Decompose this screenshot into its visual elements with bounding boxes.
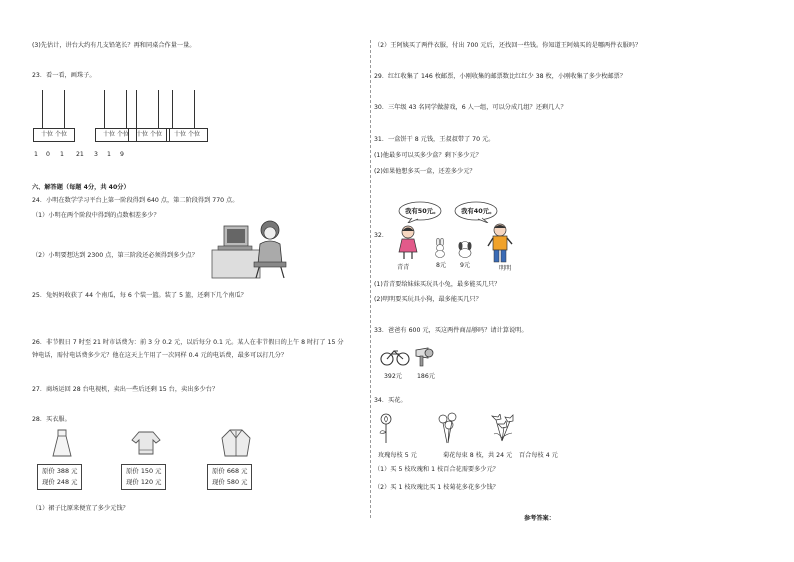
bubble-text-2: 我有40元。 [461, 207, 496, 215]
hair-dryer-icon [414, 346, 434, 368]
q32-2: (2)明明要买玩具小狗，最多能买几只？ [374, 296, 482, 303]
q31-1: (1)他最多可以买多少盒？剩下多少元？ [374, 152, 482, 159]
price-dryer: 186元 [417, 373, 435, 380]
abacus-rod [172, 90, 173, 128]
abacus-box: 十位 个位 [33, 128, 75, 142]
q23-title: 23．看一看，画珠子。 [32, 72, 96, 79]
price-rabbit: 8元 [436, 262, 447, 269]
abacus-rod [194, 90, 195, 128]
q32: 32． [374, 232, 389, 239]
q34: 34．买花。 [374, 397, 407, 404]
q27: 27．商场运回 28 台电视机，卖出一些后还剩 15 台，卖出多少台？ [32, 386, 219, 393]
sweater-icon [131, 430, 161, 456]
tricycle-icon [380, 346, 410, 366]
abacus-number: 0 [46, 151, 50, 158]
q25: 25．兔妈妈收获了 44 个南瓜，每 6 个装一篮。装了 5 篮，还剩下几个南瓜？ [32, 292, 247, 299]
q26-line1: 26．非节假日 7 时至 21 时市话费为：前 3 分 0.2 元，以后每分 0.1 元。某人在非节假日的上午 8 时打了 15 分 [32, 339, 344, 346]
q28-2: （2）王阿姨买了两件衣服，付出 700 元后，还找回一些钱。你知道王阿姨买的是哪两件衣服吗？ [374, 42, 642, 49]
q30: 30．三年级 43 名同学做游戏，6 人一组，可以分成几组？还剩几人？ [374, 104, 567, 111]
price-rose: 玫瑰每枝 5 元 [378, 452, 417, 459]
girl-icon [395, 224, 421, 260]
abacus-box: 十位 个位 [166, 128, 208, 142]
rose-icon [378, 412, 394, 444]
boy-computer-illustration [210, 216, 292, 282]
price-box-dress: 原价 388 元 现价 248 元 [37, 464, 82, 490]
chrysanthemum-icon [436, 412, 460, 444]
rabbit-icon [433, 238, 447, 258]
q22-sub: (3)先估计，讲台大约有几支铅笔长？再和同桌合作量一量。 [32, 42, 196, 49]
abacus-number: 21 [76, 151, 84, 158]
abacus-rod [136, 90, 137, 128]
q26-line2: 钟电话，需付电话费多少元？他在这天上午用了一次同样 0.4 元的电话费，最多可以打几分？ [32, 352, 288, 359]
q28-1: （1）裙子比原来便宜了多少元钱？ [32, 505, 129, 512]
q24-2: （2）小明要想达到 2300 点，第三阶段还必须得到多少点？ [32, 252, 198, 259]
price-dog: 9元 [460, 262, 471, 269]
q31: 31．一盒饼干 8 元钱，王叔叔带了 70 元。 [374, 136, 495, 143]
abacus-box: 十位 个位 [95, 128, 137, 142]
q24: 24．小明在数学学习平台上第一阶段得到 640 点，第二阶段得到 770 点。 [32, 197, 239, 204]
price-bike: 392元 [384, 373, 402, 380]
abacus-number: 1 [34, 151, 38, 158]
price-lily: 百合每枝 4 元 [519, 452, 558, 459]
q33: 33．爸爸有 600 元，买这两件商品够吗？请计算说明。 [374, 327, 528, 334]
dress-icon [49, 428, 75, 458]
abacus-rod [126, 90, 127, 128]
price-box-sweater: 原价 150 元 现价 120 元 [121, 464, 166, 490]
answer-heading: 参考答案： [524, 515, 555, 522]
bubble-text-1: 我有50元。 [405, 207, 440, 215]
abacus-number: 9 [120, 151, 124, 158]
abacus-rod [158, 90, 159, 128]
q34-2: （2）买 1 枝玫瑰比买 1 枝菊花多花多少钱？ [374, 484, 499, 491]
name-boy: 明明 [499, 265, 512, 272]
abacus-rod [64, 90, 65, 128]
q32-1: (1)青青要给妹妹买玩具小兔，最多能买几只？ [374, 281, 501, 288]
section-title: 六、解答题（每题 4分，共 40分） [32, 184, 130, 191]
lily-icon [488, 414, 518, 442]
coat-icon [221, 428, 251, 458]
boy-icon [486, 222, 514, 264]
name-girl: 青青 [397, 264, 410, 271]
abacus-rod [42, 90, 43, 128]
q28: 28．买衣服。 [32, 416, 71, 423]
dog-icon [456, 240, 474, 258]
q34-1: （1）买 5 枝玫瑰和 1 枝百合花需要多少元？ [374, 466, 499, 473]
column-divider [370, 40, 371, 518]
abacus-box: 十位 个位 [128, 128, 170, 142]
abacus-number: 1 [60, 151, 64, 158]
abacus-rod [104, 90, 105, 128]
abacus-number: 3 [94, 151, 98, 158]
price-chrysanthemum: 菊花每束 8 枝，共 24 元 [443, 452, 513, 459]
price-box-coat: 原价 668 元 现价 580 元 [207, 464, 252, 490]
q24-1: （1）小明在两个阶段中得到的点数相差多少？ [32, 212, 160, 219]
q29: 29．红红收集了 146 枚邮票，小刚收集的邮票数比红红少 38 枚，小刚收集了多少枚邮票？ [374, 73, 626, 80]
abacus-number: 1 [107, 151, 111, 158]
q31-2: (2)如果他想多买一盒，还差多少元？ [374, 168, 476, 175]
